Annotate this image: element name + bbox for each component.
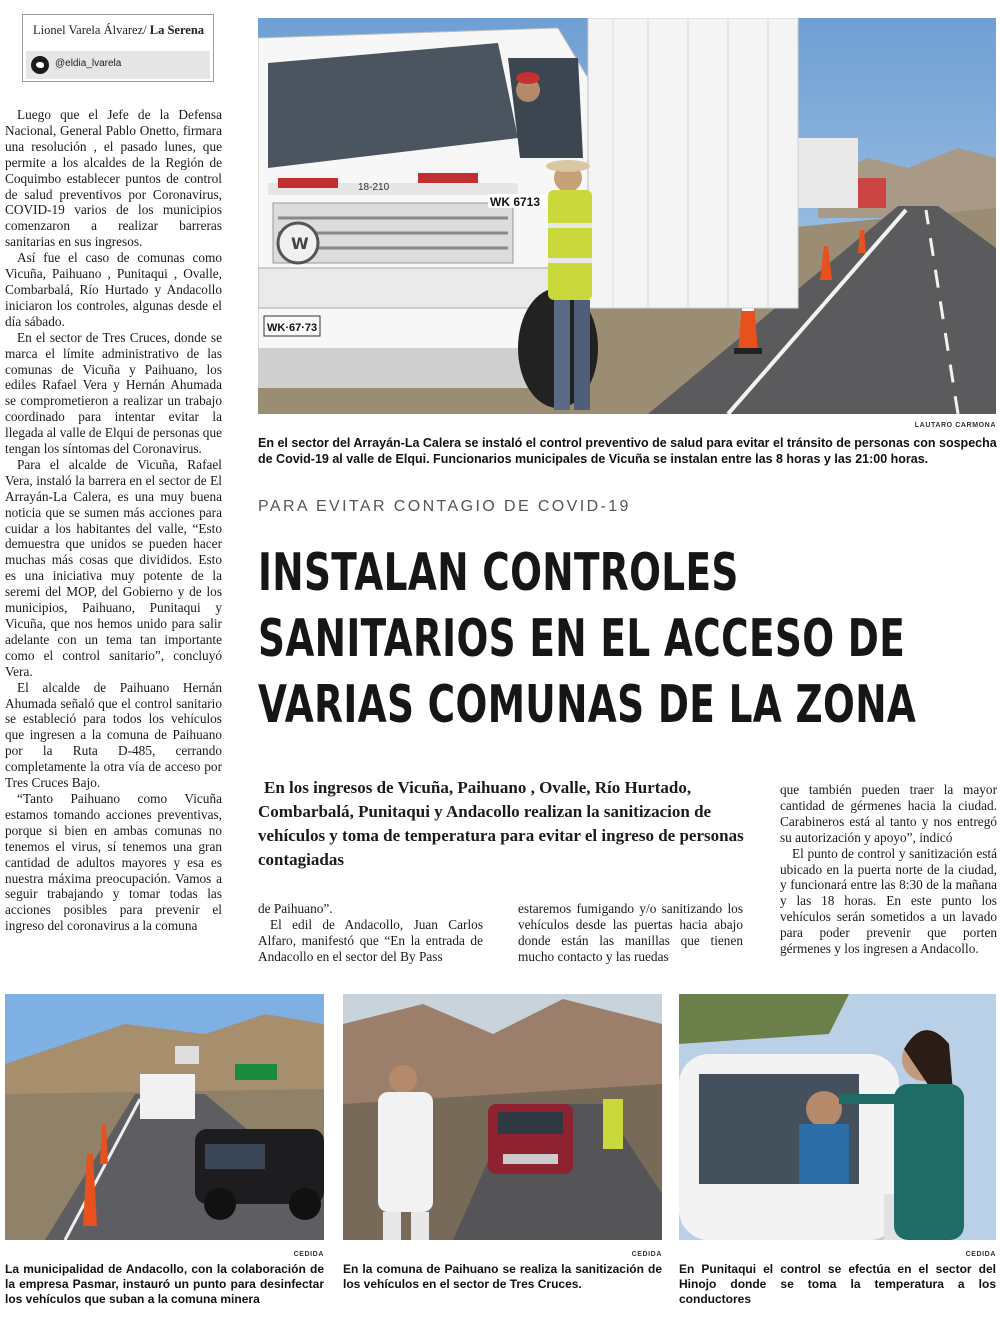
twitter-icon: [31, 56, 49, 74]
headline-line-1: INSTALAN CONTROLES: [258, 543, 739, 603]
headline: [258, 540, 916, 738]
paragraph: El alcalde de Paihuano Hernán Ahumada señaló que el control sanitario se estableció para todos los vehículos que ingresen a la comuna de Paihuano por la Ruta D-485, cerrando completamente la otra vía de acceso por Tres Cruces Bajo.: [5, 679, 222, 791]
paragraph: estaremos fumigando y/o sanitizando los vehículos desde las puertas hacia abajo donde están las manillas que tienen mucho contacto y las ruedas: [518, 901, 743, 964]
paragraph: Luego que el Jefe de la Defensa Nacional, General Pablo Onetto, firmara una resolución , el pasado lunes, que permite a los alcaldes de la Región de Coquimbo establecer puntos de control de salud preventivos por Coronavirus, COVID-19 varios de los municipios comenzaron a realizar barreras sanitarias en sus ingresos.: [5, 107, 222, 250]
paragraph: En el sector de Tres Cruces, donde se marca el límite administrativo de las comunas de Vicuña y Paihuano, los ediles Rafael Vera y Hernán Ahumada se comprometieron a realizar un trabajo coordinado para intentar evitar la llegada al valle de Elqui de personas que tengan los síntomas del Coronavirus.: [5, 329, 222, 457]
paragraph: “Tanto Paihuano como Vicuña estamos tomando acciones preventivas, porque si bien en ambas comunas no tenemos el virus, sí tenemos una gran cantidad de adultos mayores y esa es nuestra máxima preocupación. Vamos a seguir trabajando y tomar todas las acciones posibles para prevenir el ingreso del coronavirus a la comuna: [5, 790, 222, 934]
main-photo: [258, 18, 996, 414]
headline-line-3: VARIAS COMUNAS DE LA ZONA: [258, 675, 917, 735]
article-column-4: [780, 782, 997, 957]
kicker: PARA EVITAR CONTAGIO DE COVID-19: [258, 498, 631, 515]
article-column-2: [258, 901, 483, 965]
article-column-1: [5, 107, 222, 934]
lead-paragraph: En los ingresos de Vicuña, Paihuano , Ovalle, Río Hurtado, Combarbalá, Punitaqui y Andacollo realizan la sanitizacion de vehículos y toma de temperatura para evitar el ingreso de personas contagiadas: [258, 778, 744, 869]
bottom-photo-punitaqui: [679, 994, 996, 1240]
bottom-photo-2-caption: En la comuna de Paihuano se realiza la sanitización de los vehículos en el sector de Tres Cruces.: [343, 1262, 662, 1291]
paragraph: que también pueden traer la mayor cantidad de gérmenes hacia la ciudad. Carabineros está al tanto y nos entregó su autorización y apoyo”, indicó: [780, 782, 997, 845]
svg-text:W: W: [291, 234, 309, 253]
main-photo-caption: En el sector del Arrayán-La Calera se instaló el control preventivo de salud para evitar el tránsito de personas con sospecha de Covid-19 al valle de Elqui. Funcionarios municipales de Vicuña se instalan entre las 8 horas y las 21:00 horas.: [258, 436, 997, 466]
byline-location: La Serena: [149, 23, 205, 37]
paragraph: Para el alcalde de Vicuña, Rafael Vera, instaló la barrera en el sector de El Arrayán-La Calera, es una muy buena noticia que se sumen más acciones para cuidar a los habitantes del valle, “Esto demuestra que unidos se pueden hacer muchas más cosas que divididos. Esto es una iniciativa muy potente de la seremi del MOP, del Gobierno y de los municipios, Paihuano, Punitaqui y Vicuña, que nos hemos unido para salir adelante con un tema tan importante como el control sanitario”, concluyó Vera.: [5, 456, 222, 679]
bottom-photo-3-credit: CEDIDA: [965, 1251, 996, 1258]
punitaqui-temperature-illustration: [679, 994, 996, 1240]
bottom-photo-1-caption: La municipalidad de Andacollo, con la colaboración de la empresa Pasmar, instauró un punto para desinfectar los vehículos que suban a la comuna minera: [5, 1262, 324, 1306]
bottom-photo-3-caption: En Punitaqui el control se efectúa en el sector del Hinojo donde se toma la temperatura a los conductores: [679, 1262, 996, 1306]
andacollo-road-illustration: [5, 994, 324, 1240]
truck-plate-text: WK·67·73: [267, 322, 318, 334]
paihuano-sanitization-illustration: [343, 994, 662, 1240]
twitter-handle[interactable]: @eldia_lvarela: [55, 58, 122, 69]
truck-number-text: 18-210: [358, 182, 390, 193]
byline-author: Lionel Varela Álvarez/ La Serena: [33, 23, 205, 37]
truck-side-text: WK 6713: [490, 195, 541, 209]
headline-line-2: SANITARIOS EN EL ACCESO DE: [258, 609, 906, 669]
paragraph: El punto de control y sanitización está ubicado en la puerta norte de la ciudad, y funcionará entre las 8:30 de la mañana y las 18 horas. En este punto los vehículos serán sometidos a un lavado para poder prevenir que porten gérmenes y los ingresen a Andacollo.: [780, 845, 997, 957]
paragraph: de Paihuano”.: [258, 901, 333, 916]
truck-checkpoint-illustration: [258, 18, 996, 414]
bottom-photo-paihuano: [343, 994, 662, 1240]
byline-box: [22, 14, 214, 82]
bottom-photo-1-credit: CEDIDA: [293, 1251, 324, 1258]
bottom-photo-andacollo: [5, 994, 324, 1240]
main-photo-credit: LAUTARO CARMONA: [914, 422, 996, 429]
article-column-3: [518, 901, 743, 965]
paragraph: Así fue el caso de comunas como Vicuña, Paihuano , Punitaqui , Ovalle, Combarbalá, Río Hurtado y Andacollo iniciaron los controles, algunas desde el día sábado.: [5, 250, 222, 329]
paragraph: El edil de Andacollo, Juan Carlos Alfaro, manifestó que “En la entrada de Andacollo en el sector del By Pass: [258, 916, 483, 964]
byline-social-bar: [26, 51, 210, 79]
bottom-photo-2-credit: CEDIDA: [631, 1251, 662, 1258]
